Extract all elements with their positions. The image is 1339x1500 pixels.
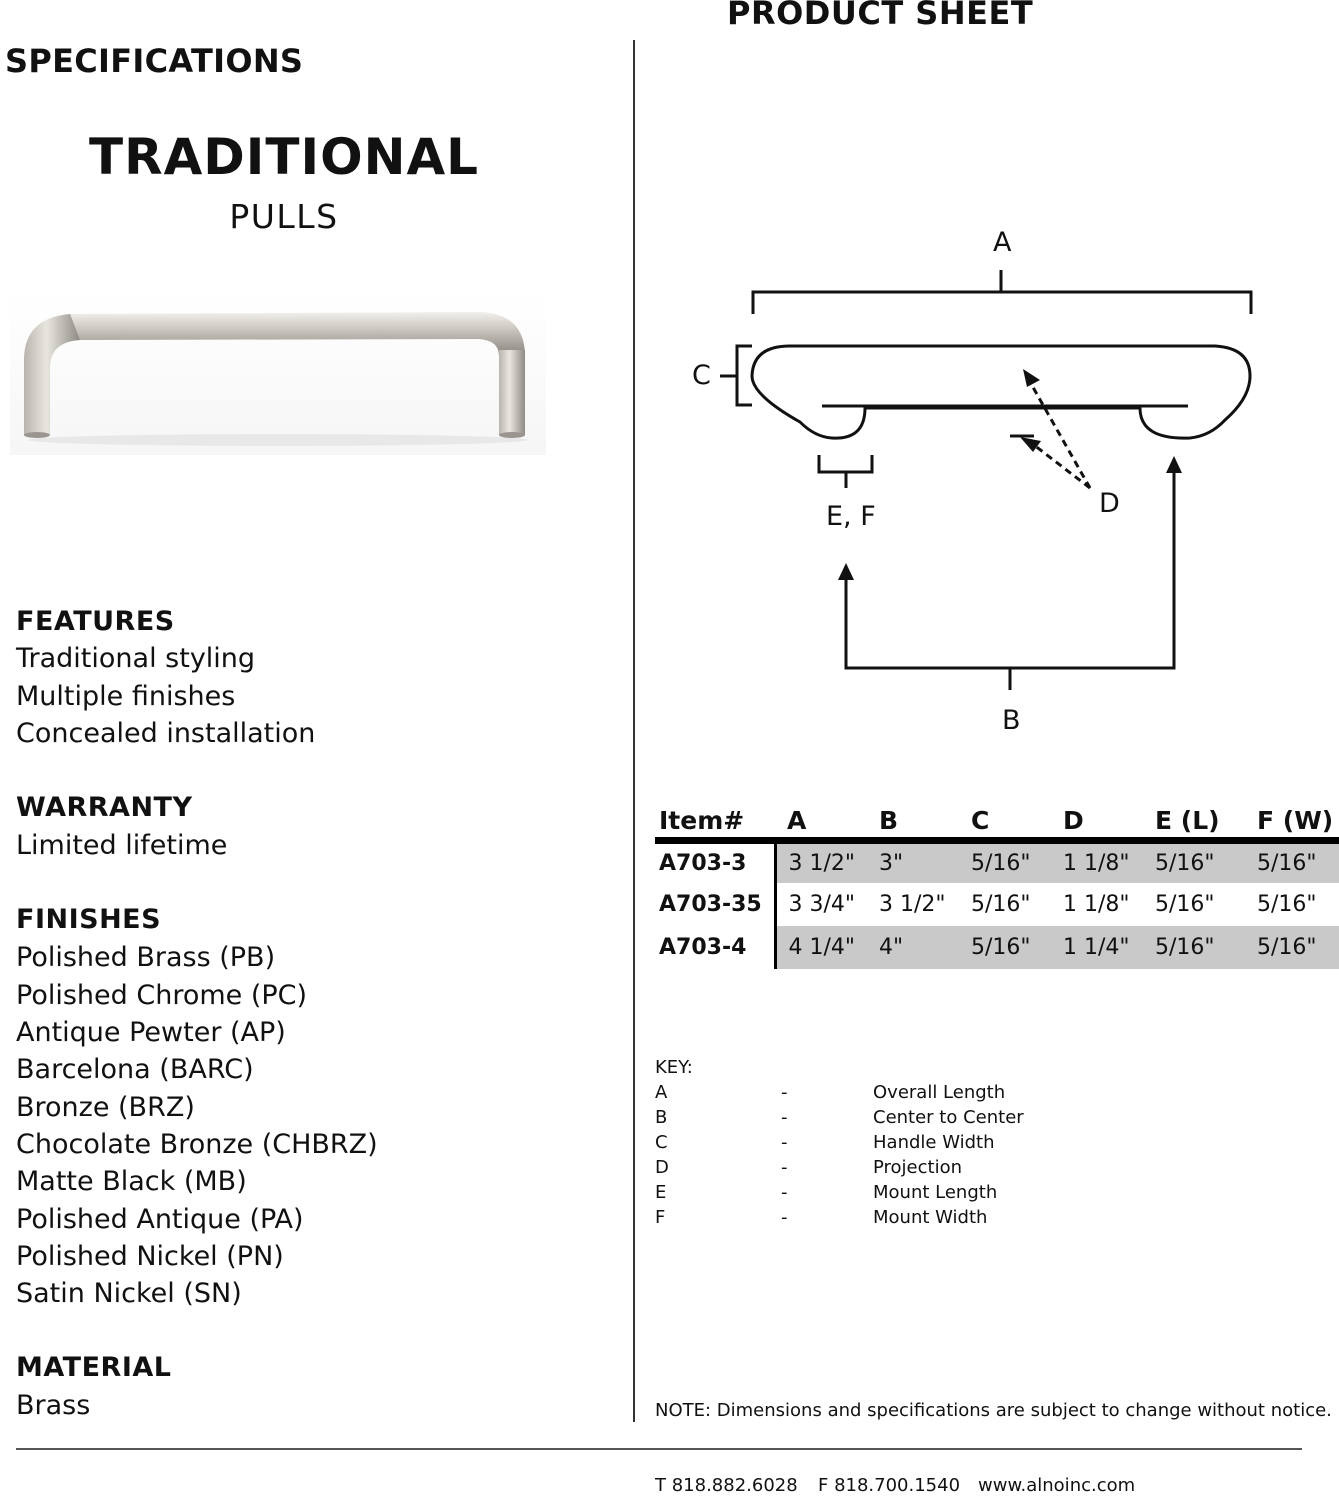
finish-item: Matte Black (MB) — [16, 1166, 247, 1197]
finish-item: Bronze (BRZ) — [16, 1092, 195, 1123]
key-dash: - — [781, 1182, 788, 1203]
table-cell: 1 1/8" — [1051, 840, 1143, 883]
table-cell: 1 1/8" — [1063, 892, 1130, 917]
finishes-heading: FINISHES — [16, 904, 162, 935]
footer-fax: F 818.700.1540 — [818, 1475, 961, 1496]
table-cell: 3 3/4" — [788, 892, 856, 917]
column-header: C — [959, 804, 1051, 840]
label-b: B — [1002, 705, 1021, 736]
key-dash: - — [781, 1107, 788, 1128]
table-header-row — [655, 804, 1339, 840]
table-cell: 5/16" — [1245, 840, 1339, 883]
finish-item: Barcelona (BARC) — [16, 1054, 254, 1085]
table-cell: 5/16" — [959, 926, 1051, 969]
table-cell: 5/16" — [1257, 892, 1317, 917]
key-dash: - — [781, 1207, 788, 1228]
key-letter: C — [655, 1132, 668, 1153]
page-title: PRODUCT SHEET — [727, 0, 1034, 32]
finish-item: Polished Brass (PB) — [16, 942, 276, 973]
dimension-table — [655, 804, 1339, 969]
material-item: Brass — [16, 1390, 91, 1421]
warranty-item: Limited lifetime — [16, 830, 228, 861]
item-number: A703-35 — [655, 883, 775, 926]
table-cell: 5/16" — [1143, 926, 1245, 969]
product-title: TRADITIONAL — [88, 128, 480, 186]
table-row — [655, 926, 1339, 969]
table-cell: 3 1/2" — [775, 840, 867, 883]
key-letter: F — [655, 1207, 666, 1228]
footer-phone: T 818.882.6028 — [655, 1475, 798, 1496]
table-cell: 5/16" — [1143, 840, 1245, 883]
label-c: C — [692, 360, 711, 391]
key-letter: E — [655, 1182, 667, 1203]
footer-divider — [16, 1448, 1302, 1450]
label-a: A — [993, 227, 1012, 258]
key-letter: A — [655, 1082, 668, 1103]
key-dash: - — [781, 1082, 788, 1103]
table-cell: 5/16" — [1245, 926, 1339, 969]
table-cell: 3" — [867, 840, 959, 883]
finish-item: Chocolate Bronze (CHBRZ) — [16, 1129, 378, 1160]
features-item: Concealed installation — [16, 718, 316, 749]
column-header: E (L) — [1143, 804, 1245, 840]
column-header: A — [775, 804, 867, 840]
column-header: F (W) — [1245, 804, 1339, 840]
finish-item: Polished Chrome (PC) — [16, 980, 308, 1011]
label-d: D — [1099, 488, 1120, 519]
vertical-divider — [633, 40, 635, 1422]
key-description: Mount Length — [873, 1182, 998, 1203]
table-cell: 3 1/2" — [879, 892, 946, 917]
features-item: Multiple finishes — [16, 681, 236, 712]
material-heading: MATERIAL — [16, 1352, 172, 1383]
key-description: Projection — [873, 1157, 963, 1178]
table-cell: 4 1/4" — [775, 926, 867, 969]
table-cell: 4" — [867, 926, 959, 969]
footer-website-link[interactable]: www.alnoinc.com — [978, 1475, 1136, 1496]
finish-item: Polished Antique (PA) — [16, 1204, 304, 1235]
item-number: A703-4 — [655, 926, 775, 969]
table-cell: 1 1/4" — [1051, 926, 1143, 969]
section-title: SPECIFICATIONS — [5, 42, 304, 80]
key-description: Overall Length — [873, 1082, 1006, 1103]
table-row — [655, 840, 1339, 883]
finish-item: Satin Nickel (SN) — [16, 1278, 242, 1309]
features-item: Traditional styling — [16, 643, 256, 674]
key-dash: - — [781, 1157, 788, 1178]
key-letter: D — [655, 1157, 669, 1178]
key-description: Handle Width — [873, 1132, 995, 1153]
column-header: Item# — [655, 804, 775, 840]
warranty-heading: WARRANTY — [16, 792, 193, 823]
dimension-diagram — [640, 222, 1339, 742]
finish-item: Polished Nickel (PN) — [16, 1241, 284, 1272]
table-row — [655, 883, 1339, 926]
key-letter: B — [655, 1107, 668, 1128]
table-cell: 5/16" — [1155, 892, 1215, 917]
key-description: Center to Center — [873, 1107, 1024, 1128]
features-heading: FEATURES — [16, 606, 175, 637]
disclaimer-note: NOTE: Dimensions and specifications are subject to change without notice. — [655, 1400, 1332, 1421]
table-cell: 5/16" — [971, 892, 1031, 917]
table-cell: 5/16" — [959, 840, 1051, 883]
key-description: Mount Width — [873, 1207, 988, 1228]
product-subtitle: PULLS — [229, 197, 339, 236]
label-ef: E, F — [826, 501, 876, 532]
item-number: A703-3 — [655, 840, 775, 883]
key-dash: - — [781, 1132, 788, 1153]
product-photo — [10, 290, 546, 455]
column-header: D — [1051, 804, 1143, 840]
key-title: KEY: — [655, 1057, 693, 1078]
finish-item: Antique Pewter (AP) — [16, 1017, 286, 1048]
column-header: B — [867, 804, 959, 840]
